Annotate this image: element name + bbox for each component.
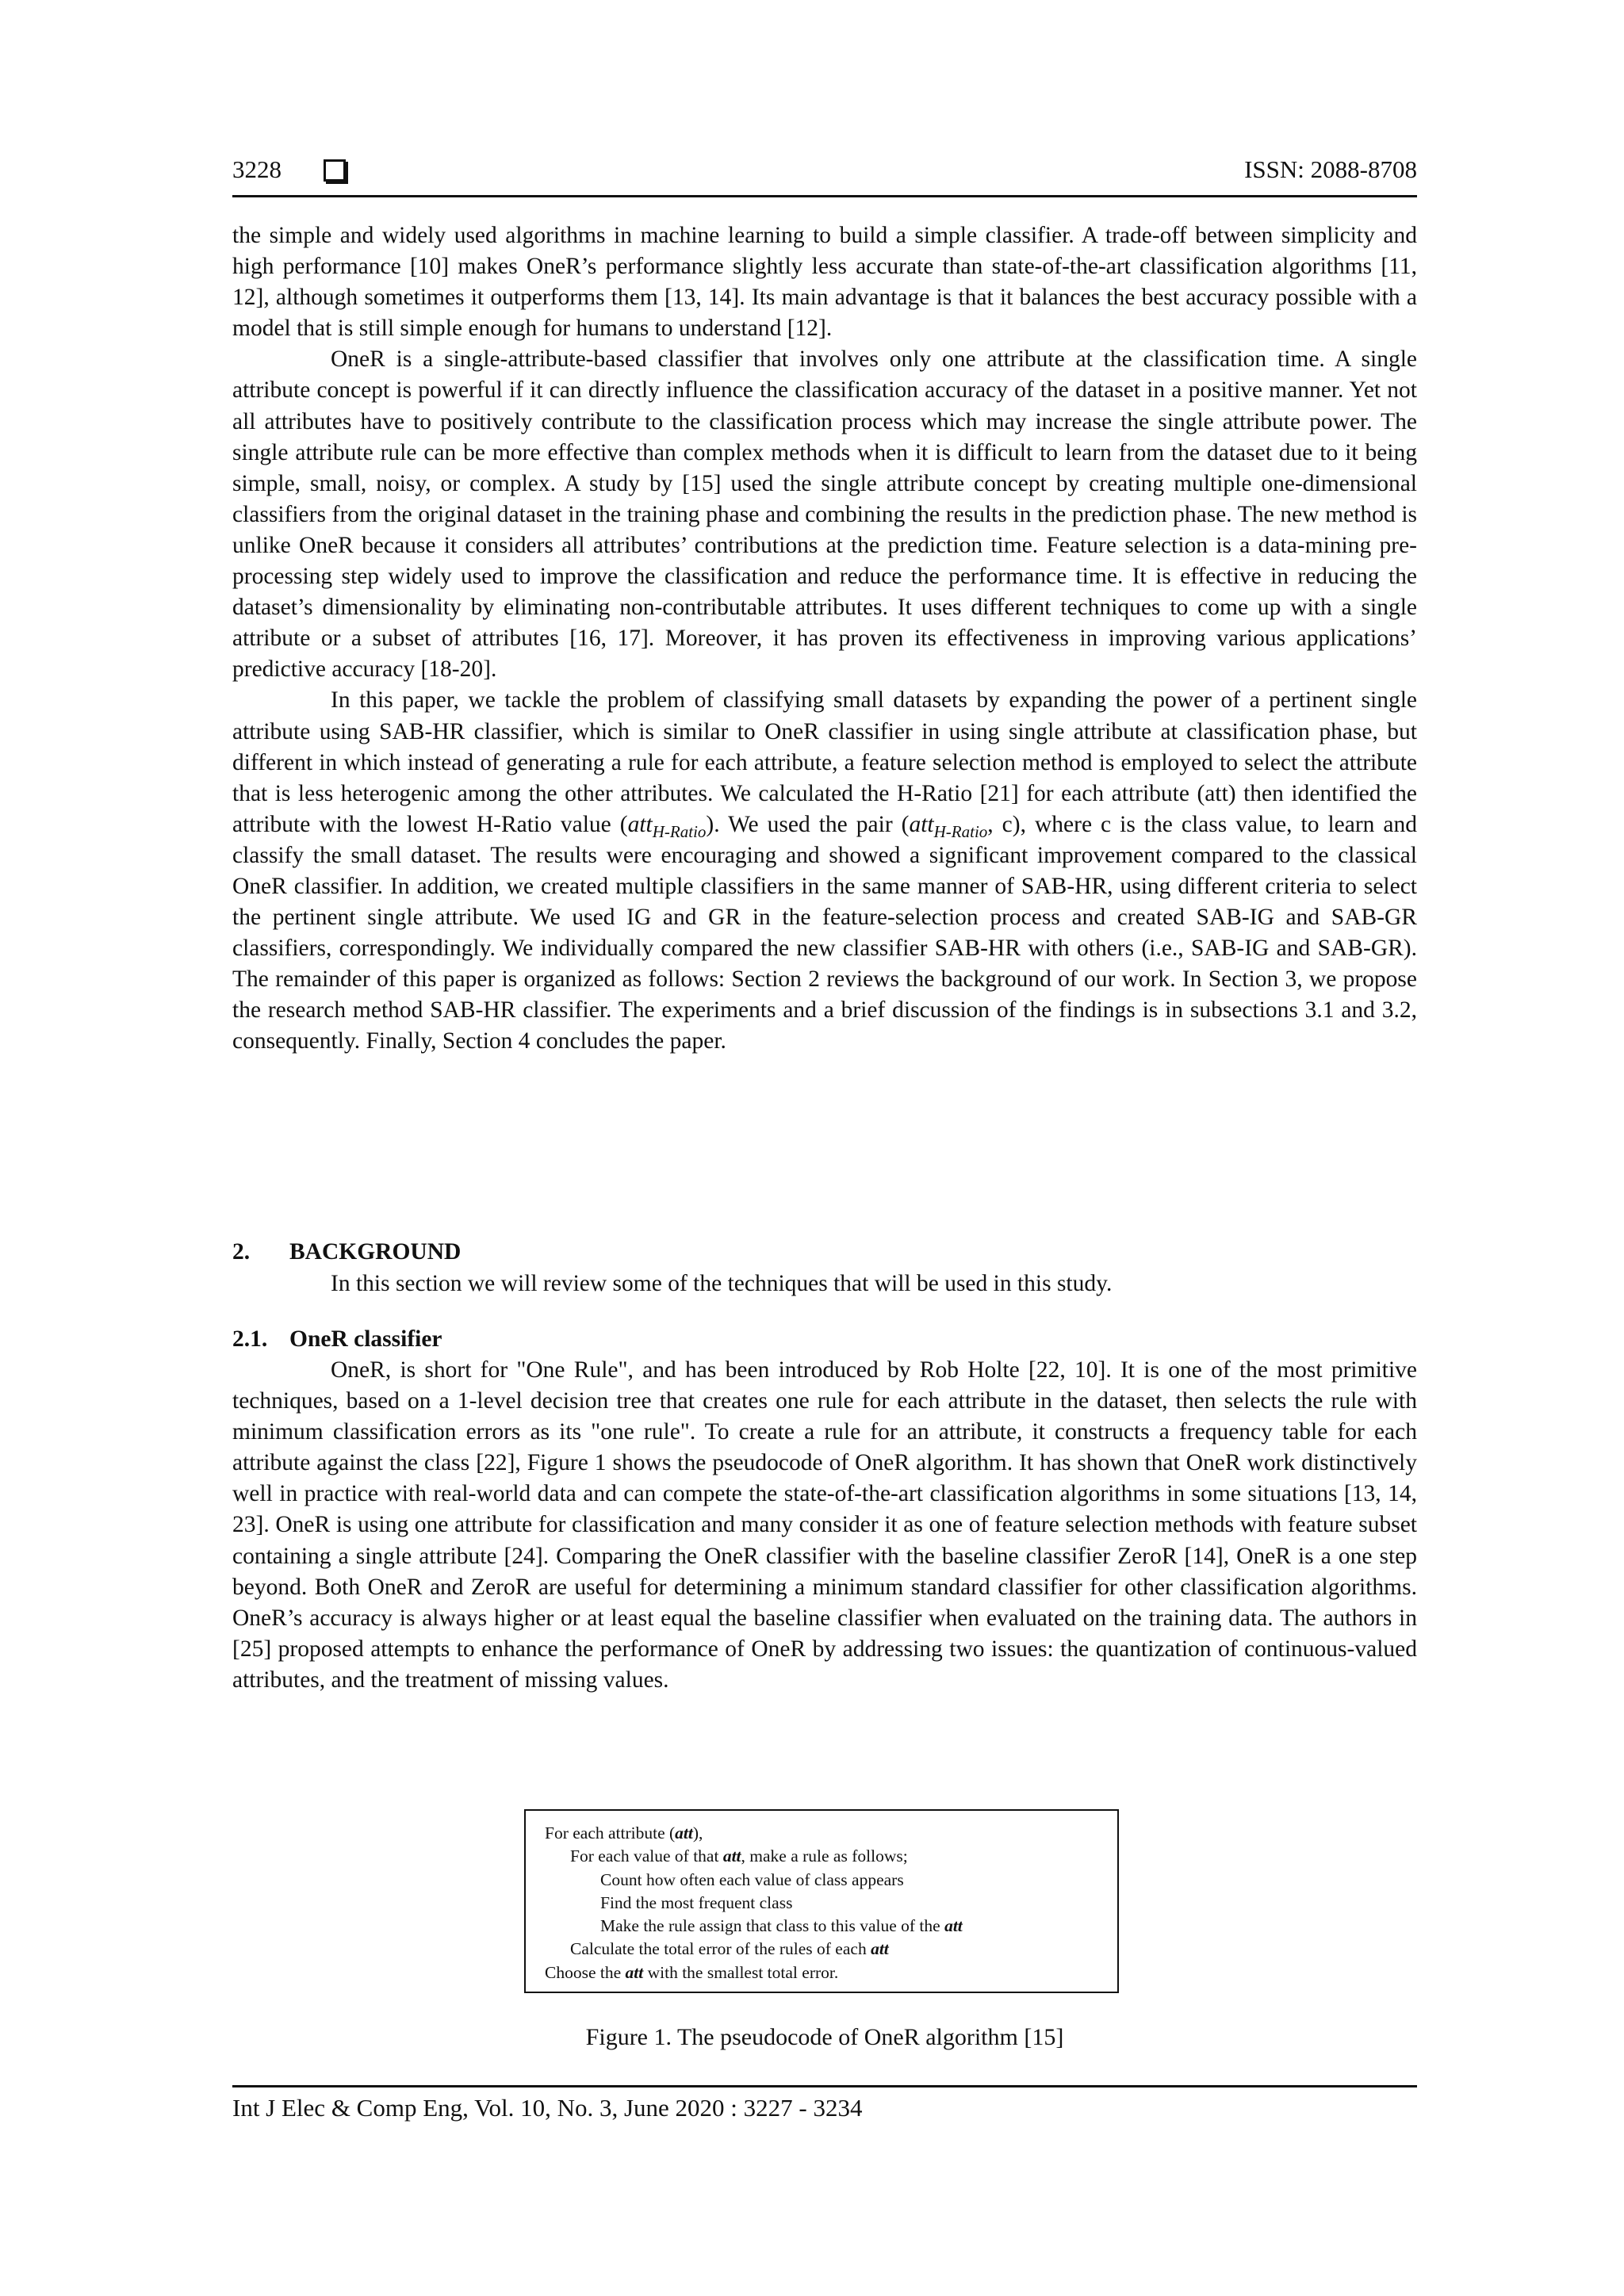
pseudocode-text: Make the rule assign that class to this value of the [600, 1916, 945, 1936]
text-run: In this paper, we tackle the problem of classifying small datasets by expanding the power of a pertinent single attribute using SAB-HR classifier, which is similar to OneR classifier in using single attribute at classification phase, but different in which instead of generating a rule for each attribute, a feature selection method is employed to select the attribute that is less heterogenic among the other attributes. We calculated the H-Ratio [21] for each attribute (att) then identified the attribute with the lowest H-Ratio value ( [232, 687, 1417, 837]
intro-body [232, 220, 1417, 1058]
pseudocode-line [545, 1845, 1098, 1868]
italic-text: att [627, 811, 653, 837]
subsection-paragraph: OneR, is short for "One Rule", and has been introduced by Rob Holte [22, 10]. It is one of the most primitive techniques, based on a 1-level decision tree that creates one rule for each attribute in the dataset, then selects the rule with minimum classification errors as its "one rule". To create a rule for an attribute, it constructs a frequency table for each attribute against the class [22], Figure 1 shows the pseudocode of OneR algorithm. It has shown that OneR work distinctively well in practice with real-world data and can compete the state-of-the-art classification algorithms in some situations [13, 14, 23]. OneR is using one attribute for classification and many consider it as one of feature selection methods with feature subset containing a single attribute [24]. Comparing the OneR classifier with the baseline classifier ZeroR [14], OneR is a one step beyond. Both OneR and ZeroR are useful for determining a minimum standard classifier for other classification algorithms. OneR’s accuracy is always higher or at least equal the baseline classifier when evaluated on the training data. The authors in [25] proposed attempts to enhance the performance of OneR by addressing two issues: the quantization of continuous-valued attributes, and the treatment of missing values. [232, 1357, 1417, 1693]
square-bullet-icon [324, 159, 346, 182]
pseudocode-line [545, 1822, 1098, 1845]
text-run: OneR is a single-attribute-based classifier that involves only one attribute at the classification time. A single attribute concept is powerful if it can directly influence the classification accuracy of the dataset in a positive manner. Yet not all attributes have to positively contribute to the classification process which may increase the single attribute power. The single attribute rule can be more effective than complex methods when it is difficult to learn from the dataset due to it being simple, small, noisy, or complex. A study by [15] used the single attribute concept by creating multiple one-dimensional classifiers from the original dataset in the training phase and combining the results in the prediction phase. The new method is unlike OneR because it considers all attributes’ contributions at the prediction time. Feature selection is a data-mining pre-processing step widely used to improve the classification and reduce the performance time. It is effective in reducing the dataset’s dimensionality by eliminating non-contributable attributes. It uses different techniques to come up with a single attribute or a subset of attributes [16, 17]. Moreover, it has proven its effectiveness in improving various applications’ predictive accuracy [18-20]. [232, 346, 1417, 683]
pseudocode-line [545, 1869, 1098, 1892]
section-intro: In this section we will review some of the techniques that will be used in this study. [331, 1271, 1113, 1296]
page-footer: Int J Elec & Comp Eng, Vol. 10, No. 3, June 2020 : 3227 - 3234 [232, 2085, 1417, 2124]
pseudocode-text: , make a rule as follows; [741, 1846, 908, 1866]
pseudocode-text: ), [692, 1823, 703, 1843]
section-title: BACKGROUND [289, 1239, 462, 1265]
pseudocode-text: Choose the [545, 1962, 626, 1982]
pseudocode-text: For each attribute ( [545, 1823, 676, 1843]
subsection-body [232, 1355, 1417, 1696]
figure-caption: Figure 1. The pseudocode of OneR algorithm [15] [585, 2024, 1064, 2050]
pseudocode-keyword: att [722, 1846, 741, 1866]
subsection-number: 2.1. [232, 1326, 268, 1352]
body-paragraph [232, 685, 1417, 1057]
pseudocode-text: with the smallest total error. [643, 1962, 839, 1982]
pseudocode-keyword: att [675, 1823, 693, 1843]
page-number: 3228 [232, 155, 282, 183]
subsection-title: OneR classifier [289, 1326, 442, 1352]
text-run: ). We used the pair ( [706, 811, 910, 837]
italic-text: att [909, 811, 934, 837]
issn-label: ISSN: 2088-8708 [1244, 155, 1417, 183]
pseudocode-text: Calculate the total error of the rules of each [570, 1939, 871, 1959]
pseudocode-line [545, 1961, 1098, 1984]
text-run: the simple and widely used algorithms in machine learning to build a simple classifier. A trade-off between simplicity and high performance [10] makes OneR’s performance slightly less accurate than state-of-the-art classification algorithms [11, 12], although sometimes it outperforms them [13, 14]. Its main advantage is that it balances the best accuracy possible with a model that is still simple enough for humans to understand [12]. [232, 223, 1417, 342]
pseudocode-line [545, 1915, 1098, 1938]
pseudocode-keyword: att [944, 1916, 963, 1936]
section-heading-background [232, 1237, 1417, 1268]
pseudocode-line [545, 1938, 1098, 1961]
section-number: 2. [232, 1239, 251, 1265]
pseudocode-text: Find the most frequent class [600, 1892, 793, 1912]
pseudocode-text: Count how often each value of class appears [600, 1869, 904, 1889]
subscript-text: H-Ratio [933, 821, 988, 841]
text-run: , c), where c is the class value, to learn and classify the small dataset. The results were encouraging and showed a significant improvement compared to the classical OneR classifier. In addition, we created multiple classifiers in the same manner of SAB-HR, using different criteria to select the pertinent single attribute. We used IG and GR in the feature-selection process and created SAB-IG and SAB-GR classifiers, correspondingly. We individually compared the new classifier SAB-HR with others (i.e., SAB-IG and SAB-GR). The remainder of this paper is organized as follows: Section 2 reviews the background of our work. In Section 3, we propose the research method SAB-HR classifier. The experiments and a brief discussion of the findings is in subsections 3.1 and 3.2, consequently. Finally, Section 4 concludes the paper. [232, 811, 1418, 1054]
page-header [232, 155, 1417, 197]
body-paragraph [232, 344, 1417, 685]
pseudocode-keyword: att [625, 1962, 644, 1982]
pseudocode-box [524, 1809, 1119, 1993]
body-paragraph [232, 220, 1417, 344]
pseudocode-line [545, 1892, 1098, 1915]
pseudocode-text: For each value of that [570, 1846, 723, 1866]
subscript-text: H-Ratio [652, 821, 707, 841]
subsection-heading-oner [232, 1324, 1417, 1355]
pseudocode-keyword: att [871, 1939, 889, 1959]
